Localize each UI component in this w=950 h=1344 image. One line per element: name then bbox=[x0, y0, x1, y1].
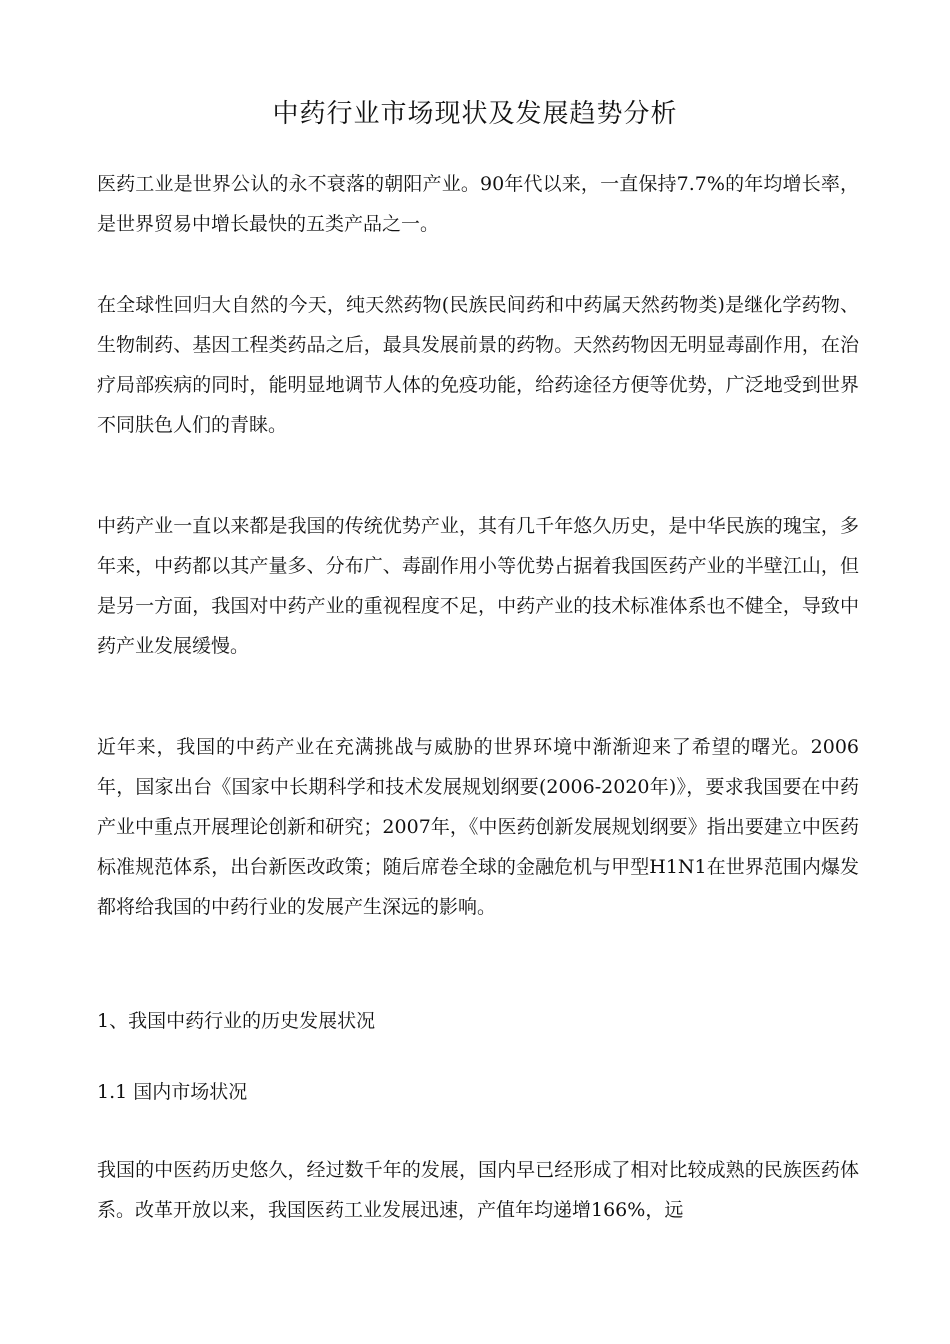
subsection-heading: 1.1 国内市场状况 bbox=[97, 1081, 248, 1103]
paragraph-natural-medicine: 在全球性回归大自然的今天，纯天然药物(民族民间药和中药属天然药物类)是继化学药物、生物制药、基因工程类药品之后，最具发展前景的药物。天然药物因无明显毒副作用，在治疗局部疾病的同时，能明显地调节人体的免疫功能，给药途径方便等优势，广泛地受到世界不同肤色人们的青睐。 bbox=[97, 294, 859, 436]
section-heading: 1、我国中药行业的历史发展状况 bbox=[97, 1010, 376, 1032]
paragraph-recent-years: 近年来，我国的中药产业在充满挑战与威胁的世界环境中渐渐迎来了希望的曙光。2006年，国家出台《国家中长期科学和技术发展规划纲要(2006-2020年)》，要求我国要在中药产业中重点开展理论创新和研究；2007年，《中医药创新发展规划纲要》指出要建立中医药标准规范体系，出台新医改政策；随后席卷全球的金融危机与甲型H1N1在世界范围内爆发都将给我国的中药行业的发展产生深远的影响。 bbox=[97, 736, 859, 918]
document-title: 中药行业市场现状及发展趋势分析 bbox=[272, 99, 678, 129]
paragraph-tcm-industry: 中药产业一直以来都是我国的传统优势产业，其有几千年悠久历史，是中华民族的瑰宝，多年来，中药都以其产量多、分布广、毒副作用小等优势占据着我国医药产业的半壁江山，但是另一方面，我国对中药产业的重视程度不足，中药产业的技术标准体系也不健全，导致中药产业发展缓慢。 bbox=[97, 515, 859, 657]
paragraph-domestic-market: 我国的中医药历史悠久，经过数千年的发展，国内早已经形成了相对比较成熟的民族医药体系。改革开放以来，我国医药工业发展迅速，产值年均递增166%，远 bbox=[97, 1159, 859, 1221]
paragraph-intro: 医药工业是世界公认的永不衰落的朝阳产业。90年代以来，一直保持7.7%的年均增长率，是世界贸易中增长最快的五类产品之一。 bbox=[97, 173, 859, 235]
